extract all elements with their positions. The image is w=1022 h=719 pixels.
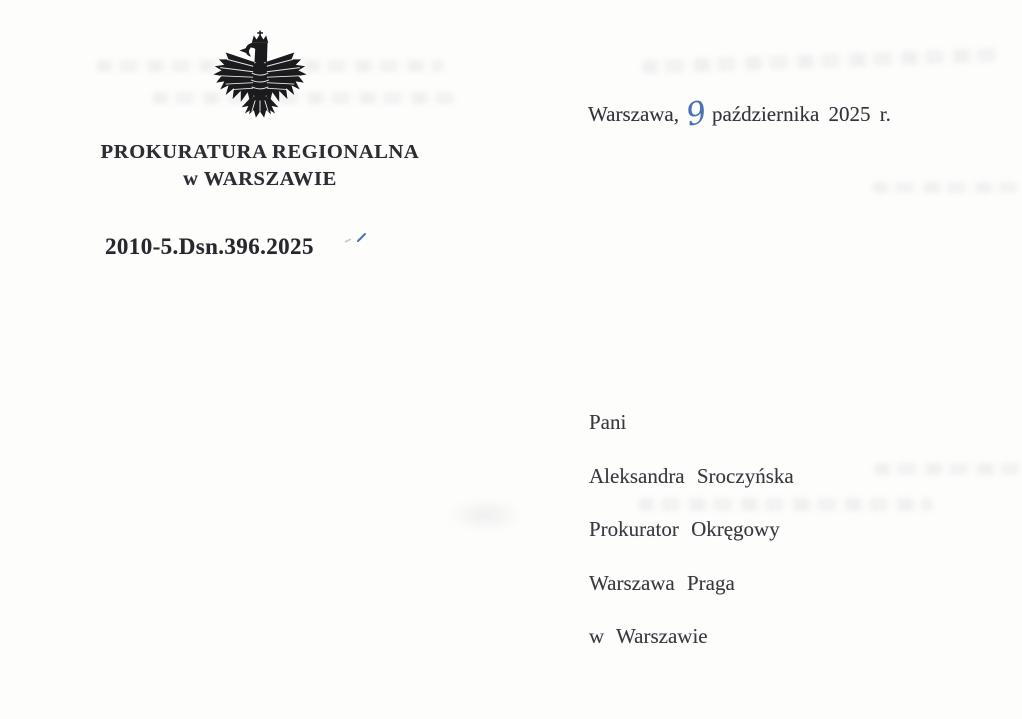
recipient-block <box>589 410 794 678</box>
reference-number: 2010-5.Dsn.396.2025 <box>105 234 314 259</box>
recipient-city: w Warszawie <box>589 624 708 648</box>
org-name-line1: PROKURATURA REGIONALNA <box>100 141 420 163</box>
recipient-salutation: Pani <box>589 410 627 434</box>
bleed-through-smudge <box>642 48 998 74</box>
handwritten-day: 9 <box>683 94 710 134</box>
letterhead-org-name <box>58 139 462 193</box>
recipient-name: Aleksandra Sroczyńska <box>589 463 794 488</box>
pen-tick-mark <box>341 230 371 252</box>
dateline <box>588 94 891 134</box>
bleed-through-smudge <box>446 498 524 532</box>
polish-eagle-icon <box>212 26 308 138</box>
dateline-city: Warszawa, <box>588 102 680 126</box>
dateline-rest: października 2025 r. <box>712 102 891 126</box>
bleed-through-smudge <box>872 182 1018 193</box>
recipient-title: Prokurator Okręgowy <box>589 517 780 541</box>
polish-eagle-emblem <box>212 26 308 138</box>
bleed-through-smudge <box>874 463 1020 475</box>
org-name-line2: w WARSZAWIE <box>183 168 337 190</box>
recipient-office: Warszawa Praga <box>589 570 735 595</box>
